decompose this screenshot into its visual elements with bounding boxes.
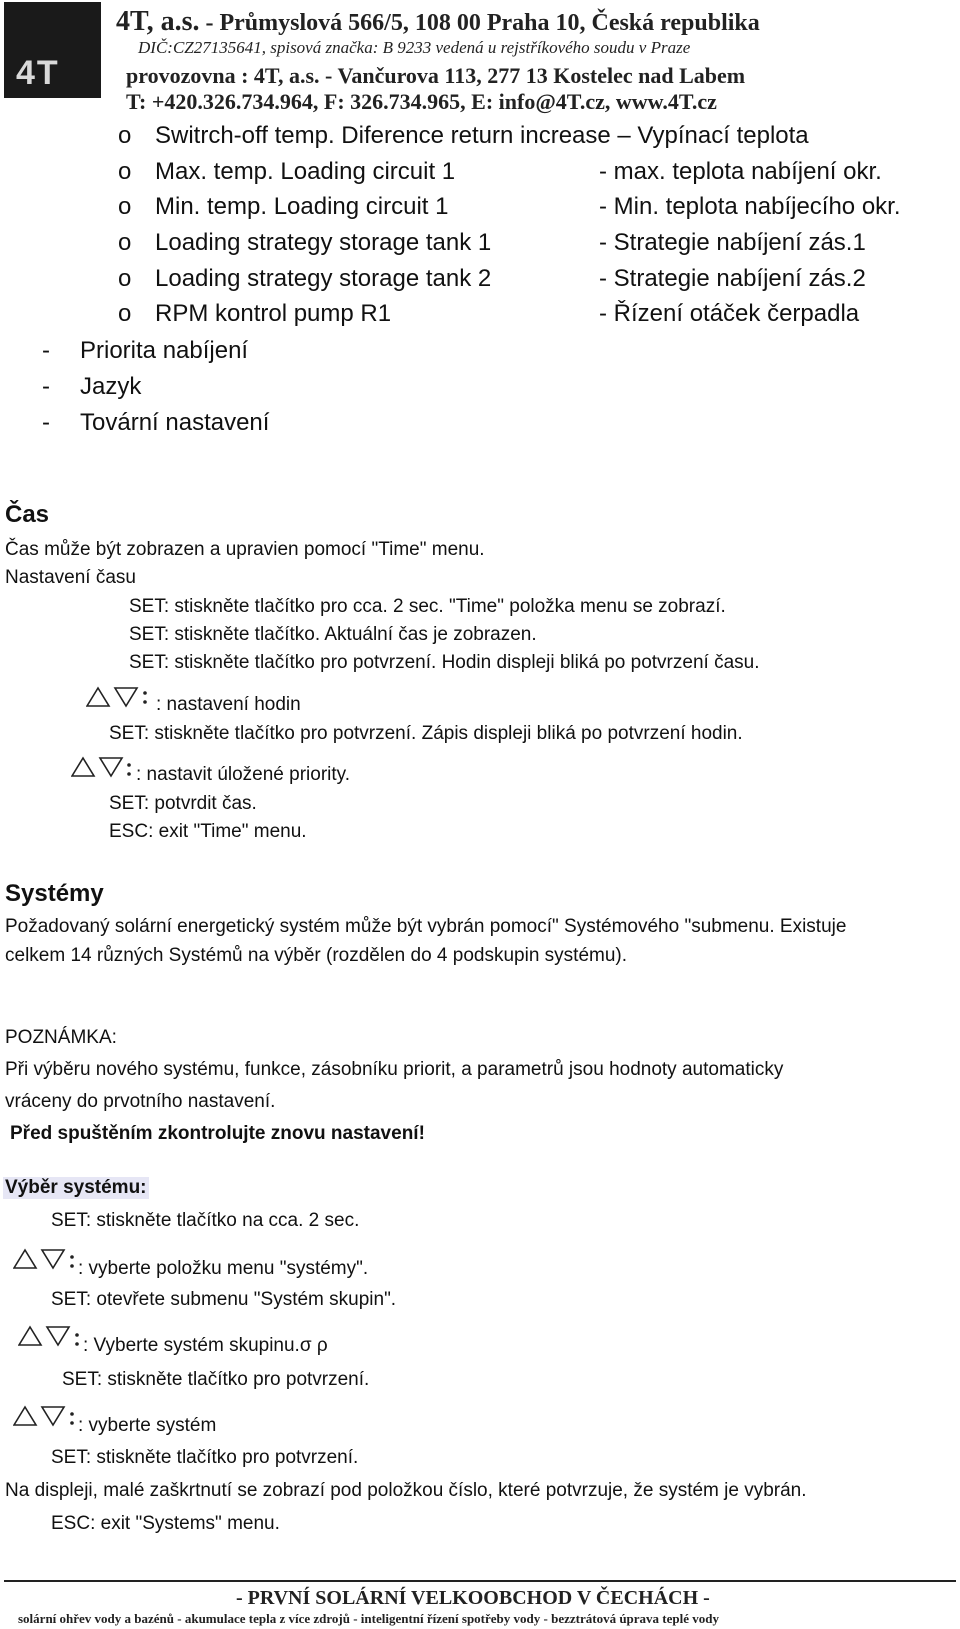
systemy-paragraph: Požadovaný solární energetický systém může být vybrán pomocí" Systémového "submenu. Existuje: [5, 916, 847, 937]
sub-item-en: Max. temp. Loading circuit 1: [155, 158, 456, 185]
section-title-systemy: Systémy: [5, 880, 104, 907]
select-result: Na displeji, malé zaškrtnutí se zobrazí pod položkou číslo, které potvrzuje, že systém je vybrán.: [5, 1480, 807, 1501]
sub-item-cz: - Řízení otáček čerpadla: [599, 300, 860, 327]
up-down-arrows-icon: [13, 1405, 79, 1427]
company-address: - Průmyslová 566/5, 108 00 Praha 10, Česká republika: [199, 10, 760, 36]
select-arrow-step: : vyberte systém: [78, 1415, 217, 1436]
select-step: SET: stiskněte tlačítko pro potvrzení.: [62, 1369, 370, 1390]
select-step: SET: stiskněte tlačítko na cca. 2 sec.: [51, 1210, 360, 1231]
letterhead-line-1: [116, 6, 760, 38]
select-step: ESC: exit "Systems" menu.: [51, 1513, 280, 1534]
cas-step: SET: potvrdit čas.: [109, 793, 257, 814]
note-text: Při výběru nového systému, funkce, zásobníku priorit, a parametrů jsou hodnoty automaticky: [5, 1059, 784, 1080]
section-title-cas: Čas: [5, 501, 50, 528]
sub-item-en: Switrch-off temp. Diference return increase – Vypínací teplota: [155, 122, 809, 149]
cas-step: SET: stiskněte tlačítko pro potvrzení. Hodin displeji bliká po potvrzení času.: [129, 652, 760, 673]
cas-step: ESC: exit "Time" menu.: [109, 821, 307, 842]
sub-item-cz: - Strategie nabíjení zás.2: [599, 265, 866, 292]
sub-item-en: Loading strategy storage tank 1: [155, 229, 492, 256]
cas-step: SET: stiskněte tlačítko. Aktuální čas je zobrazen.: [129, 624, 537, 645]
warning-text: Před spuštěním zkontrolujte znovu nastavení!: [10, 1123, 425, 1144]
dash-marker: -: [42, 373, 50, 400]
dash-marker: -: [42, 409, 50, 436]
up-down-arrows-icon: [86, 686, 152, 708]
select-arrow-step: : Vyberte systém skupinu.σ ρ: [83, 1335, 328, 1356]
footer-slogan: - PRVNÍ SOLÁRNÍ VELKOOBCHOD V ČECHÁCH -: [236, 1587, 710, 1609]
bullet-marker: o: [118, 158, 132, 185]
footer-divider: [4, 1580, 956, 1582]
select-step: SET: otevřete submenu "Systém skupin".: [51, 1289, 397, 1310]
select-step: SET: stiskněte tlačítko pro potvrzení.: [51, 1447, 359, 1468]
bullet-marker: o: [118, 193, 132, 220]
select-system-title: Výběr systému:: [5, 1177, 147, 1198]
dash-item: Tovární nastavení: [80, 409, 270, 436]
sub-item-cz: - Min. teplota nabíjecího okr.: [599, 193, 901, 220]
company-logo: [4, 2, 101, 98]
cas-arrow-step: : nastavit úložené priority.: [136, 764, 351, 785]
dash-item: Priorita nabíjení: [80, 337, 249, 364]
sub-item-en: RPM kontrol pump R1: [155, 300, 392, 327]
sub-item-cz: - Strategie nabíjení zás.1: [599, 229, 866, 256]
cas-subtitle: Nastavení času: [5, 567, 136, 588]
cas-step: SET: stiskněte tlačítko pro cca. 2 sec. "Time" položka menu se zobrazí.: [129, 596, 726, 617]
up-down-arrows-icon: [71, 756, 135, 778]
note-label: POZNÁMKA:: [5, 1027, 117, 1048]
cas-arrow-step: : nastavení hodin: [156, 694, 301, 715]
company-name: 4T, a.s.: [116, 6, 200, 37]
letterhead-line-3: provozovna : 4T, a.s. - Vančurova 113, 277 13 Kostelec nad Labem: [126, 63, 746, 88]
up-down-arrows-icon: [18, 1325, 84, 1347]
bullet-marker: o: [118, 265, 132, 292]
dash-marker: -: [42, 337, 50, 364]
sub-item-en: Loading strategy storage tank 2: [155, 265, 492, 292]
cas-step: SET: stiskněte tlačítko pro potvrzení. Zápis displeji bliká po potvrzení hodin.: [109, 723, 743, 744]
letterhead-line-4: T: +420.326.734.964, F: 326.734.965, E: info@4T.cz, www.4T.cz: [126, 89, 717, 114]
bullet-marker: o: [118, 122, 132, 149]
letterhead-line-2: DIČ:CZ27135641, spisová značka: B 9233 vedená u rejstříkového soudu v Praze: [138, 38, 691, 57]
bullet-marker: o: [118, 300, 132, 327]
footer-tagline: solární ohřev vody a bazénů - akumulace tepla z více zdrojů - inteligentní řízení spotřeby vody - bezztrátová úprava teplé vody: [18, 1611, 719, 1626]
up-down-arrows-icon: [13, 1248, 79, 1270]
cas-intro: Čas může být zobrazen a upravien pomocí "Time" menu.: [5, 539, 485, 560]
dash-item: Jazyk: [80, 373, 142, 400]
sub-item-cz: - max. teplota nabíjení okr.: [599, 158, 882, 185]
systemy-paragraph: celkem 14 různých Systémů na výběr (rozdělen do 4 podskupin systému).: [5, 945, 628, 966]
note-text: vráceny do prvotního nastavení.: [5, 1091, 276, 1112]
select-arrow-step: : vyberte položku menu "systémy".: [78, 1258, 369, 1279]
logo-text: 4T: [16, 54, 60, 92]
bullet-marker: o: [118, 229, 132, 256]
sub-item-en: Min. temp. Loading circuit 1: [155, 193, 449, 220]
